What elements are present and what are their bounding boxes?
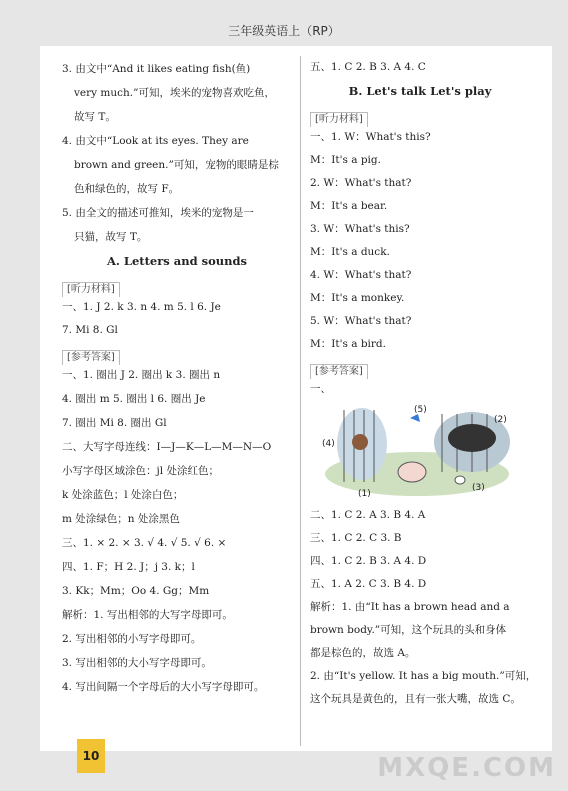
text-line: k 处涂蓝色；l 处涂白色； — [62, 489, 184, 501]
figure-label: 一、 — [310, 383, 331, 395]
text-line: brown and green.”可知，宠物的眼睛是棕 — [74, 159, 279, 171]
text-line: 4. 圈出 m 5. 圈出 l 6. 圈出 Je — [62, 393, 206, 405]
left-column — [62, 62, 292, 704]
text-line: 解析：1. 写出相邻的大写字母即可。 — [62, 609, 233, 621]
page-header: 三年级英语上（RP） — [228, 24, 340, 38]
text-line: 5. W：What's that? — [310, 315, 412, 327]
text-line: 2. 写出相邻的小写字母即可。 — [62, 633, 202, 645]
tag-listening: [听力材料] — [310, 112, 368, 127]
text-line: 一、1. J 2. k 3. n 4. m 5. l 6. Je — [62, 301, 221, 313]
text-line: 小写字母区域涂色：jl 处涂红色； — [62, 465, 219, 477]
text-line: 色和绿色的，故写 F。 — [74, 183, 180, 195]
tag-listening: [听力材料] — [62, 282, 120, 297]
fig-num-2: (2) — [494, 415, 507, 425]
text-line: 3. 由文中“And it likes eating fish(鱼) — [62, 63, 251, 75]
column-divider — [300, 56, 301, 746]
text-line: 3. 写出相邻的大小写字母即可。 — [62, 657, 212, 669]
text-line: 都是棕色的，故选 A。 — [310, 647, 416, 659]
zoo-illustration — [322, 402, 512, 502]
text-line: 3. Kk；Mm；Oo 4. Gg；Mm — [62, 585, 210, 597]
text-line: 3. W：What's this? — [310, 223, 410, 235]
text-line: 故写 T。 — [74, 111, 116, 123]
text-line: 这个玩具是黄色的，且有一张大嘴，故选 C。 — [310, 693, 521, 705]
text-line: 7. 圈出 Mi 8. 圈出 Gl — [62, 417, 167, 429]
text-line: M：It's a bear. — [310, 200, 388, 212]
text-line: 三、1. C 2. C 3. B — [310, 532, 402, 544]
text-line: M：It's a bird. — [310, 338, 386, 350]
fig-num-5: (5) — [414, 405, 427, 415]
fig-num-4: (4) — [322, 439, 335, 449]
text-line: 五、1. A 2. C 3. B 4. D — [310, 578, 427, 590]
right-column — [310, 60, 537, 715]
page-number: 10 — [77, 739, 105, 773]
text-line: 4. 写出间隔一个字母后的大小写字母即可。 — [62, 681, 265, 693]
text-line: M：It's a pig. — [310, 154, 381, 166]
text-line: 解析：1. 由“It has a brown head and a — [310, 601, 510, 613]
text-line: 4. 由文中“Look at its eyes. They are — [62, 135, 249, 147]
text-line: M：It's a monkey. — [310, 292, 405, 304]
text-line: 一、1. 圈出 J 2. 圈出 k 3. 圈出 n — [62, 369, 221, 381]
text-line: 4. W：What's that? — [310, 269, 412, 281]
text-line: brown body.”可知，这个玩具的头和身体 — [310, 624, 507, 636]
answer-line: 五、1. C 2. B 3. A 4. C — [310, 61, 426, 73]
text-line: 一、1. W：What's this? — [310, 131, 431, 143]
text-line: 二、1. C 2. A 3. B 4. A — [310, 509, 426, 521]
fig-num-1: (1) — [358, 489, 371, 499]
text-line: 5. 由全文的描述可推知，埃米的宠物是一 — [62, 207, 254, 219]
section-title-a: A. Letters and sounds — [106, 254, 248, 268]
text-line: 2. 由“It's yellow. It has a big mouth.”可知， — [310, 670, 537, 682]
text-line: very much.”可知，埃米的宠物喜欢吃鱼， — [74, 87, 276, 99]
section-title-b: B. Let's talk Let's play — [348, 84, 492, 98]
text-line: 7. Mi 8. Gl — [62, 324, 118, 336]
tag-answers: [参考答案] — [62, 350, 120, 365]
text-line: 四、1. F；H 2. J；j 3. k；l — [62, 561, 195, 573]
tag-answers: [参考答案] — [310, 364, 368, 379]
watermark: MXQE.COM — [377, 753, 556, 783]
text-line: M：It's a duck. — [310, 246, 390, 258]
text-line: 四、1. C 2. B 3. A 4. D — [310, 555, 427, 567]
text-line: 2. W：What's that? — [310, 177, 412, 189]
text-line: 三、1. × 2. × 3. √ 4. √ 5. √ 6. × — [62, 537, 227, 549]
text-line: m 处涂绿色；n 处涂黑色 — [62, 513, 180, 525]
text-line: 只猫，故写 T。 — [74, 231, 148, 243]
text-line: 二、大写字母连线：I—J—K—L—M—N—O — [62, 441, 272, 453]
fig-num-3: (3) — [472, 483, 485, 493]
